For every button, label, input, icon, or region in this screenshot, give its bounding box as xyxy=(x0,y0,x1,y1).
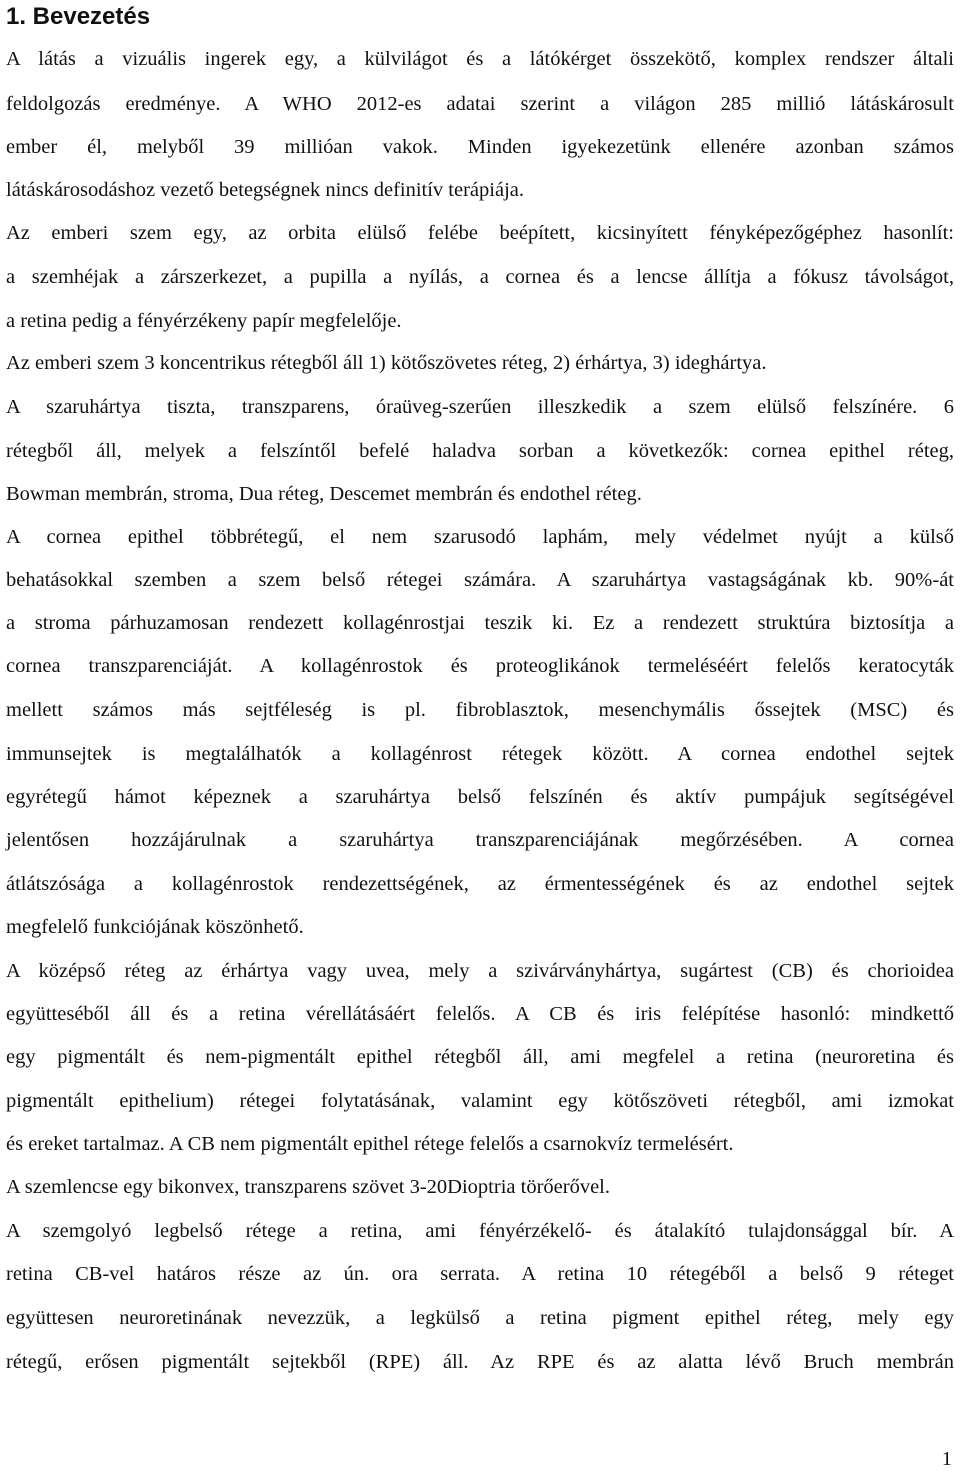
text-line: A középső réteg az érhártya vagy uvea, mely a szivárványhártya, sugártest (CB) és chorioidea xyxy=(6,960,954,982)
text-line: és ereket tartalmaz. A CB nem pigmentált epithel rétege felelős a csarnokvíz termelésért. xyxy=(6,1133,734,1155)
text-line: cornea transzparenciáját. A kollagénrostok és proteoglikánok termeléséért felelős keratocyták xyxy=(6,655,954,677)
text-line: egyrétegű hámot képeznek a szaruhártya belső felszínén és aktív pumpájuk segítségével xyxy=(6,786,954,808)
text-line: ember él, melyből 39 millióan vakok. Minden igyekezetünk ellenére azonban számos xyxy=(6,136,954,158)
text-line: látáskárosodáshoz vezető betegségnek nincs definitív terápiája. xyxy=(6,179,524,201)
text-line: átlátszósága a kollagénrostok rendezettségének, az érmentességének és az endothel sejtek xyxy=(6,873,954,895)
text-line: retina CB-vel határos része az ún. ora serrata. A retina 10 rétegéből a belső 9 réteget xyxy=(6,1263,954,1285)
text-line: A cornea epithel többrétegű, el nem szarusodó laphám, mely védelmet nyújt a külső xyxy=(6,526,954,548)
text-line: Bowman membrán, stroma, Dua réteg, Descemet membrán és endothel réteg. xyxy=(6,483,642,505)
text-line: feldolgozás eredménye. A WHO 2012-es adatai szerint a világon 285 millió látáskárosult xyxy=(6,93,954,115)
text-line: együtteséből áll és a retina vérellátásáért felelős. A CB és iris felépítése hasonló: mindkettő xyxy=(6,1003,954,1025)
text-line: behatásokkal szemben a szem belső rétegei számára. A szaruhártya vastagságának kb. 90%-át xyxy=(6,569,954,591)
text-line: A szaruhártya tiszta, transzparens, óraüveg-szerűen illeszkedik a szem elülső felszínére. 6 xyxy=(6,396,954,418)
text-line: a retina pedig a fényérzékeny papír megfelelője. xyxy=(6,310,402,332)
text-line: egy pigmentált és nem-pigmentált epithel rétegből áll, ami megfelel a retina (neuroretina és xyxy=(6,1046,954,1068)
text-line: a szemhéjak a zárszerkezet, a pupilla a nyílás, a cornea és a lencse állítja a fókusz távolságot, xyxy=(6,266,954,288)
text-line: jelentősen hozzájárulnak a szaruhártya transzparenciájának megőrzésében. A cornea xyxy=(6,829,954,851)
section-heading: 1. Bevezetés xyxy=(6,3,151,30)
text-line: immunsejtek is megtalálhatók a kollagénrost rétegek között. A cornea endothel sejtek xyxy=(6,743,954,765)
text-line: rétegből áll, melyek a felszíntől befelé haladva sorban a következők: cornea epithel réteg, xyxy=(6,440,954,462)
text-line: A szemlencse egy bikonvex, transzparens szövet 3-20Dioptria törőerővel. xyxy=(6,1176,610,1198)
text-line: A látás a vizuális ingerek egy, a külvilágot és a látókérget összekötő, komplex rendszer általi xyxy=(6,48,954,70)
text-line: megfelelő funkciójának köszönhető. xyxy=(6,916,304,938)
text-line: a stroma párhuzamosan rendezett kollagénrostjai teszik ki. Ez a rendezett struktúra biztosítja a xyxy=(6,612,954,634)
page-number: 1 xyxy=(941,1448,952,1470)
text-line: Az emberi szem egy, az orbita elülső felébe beépített, kicsinyített fényképezőgéphez hasonlít: xyxy=(6,222,954,244)
text-line: A szemgolyó legbelső rétege a retina, ami fényérzékelő- és átalakító tulajdonsággal bír. A xyxy=(6,1220,954,1242)
text-line: együttesen neuroretinának nevezzük, a legkülső a retina pigment epithel réteg, mely egy xyxy=(6,1307,954,1329)
text-line: pigmentált epithelium) rétegei folytatásának, valamint egy kötőszöveti rétegből, ami izmokat xyxy=(6,1090,954,1112)
text-line: mellett számos más sejtféleség is pl. fibroblasztok, mesenchymális őssejtek (MSC) és xyxy=(6,699,954,721)
text-line: rétegű, erősen pigmentált sejtekből (RPE) áll. Az RPE és az alatta lévő Bruch membrán xyxy=(6,1351,954,1373)
text-line: Az emberi szem 3 koncentrikus rétegből áll 1) kötőszövetes réteg, 2) érhártya, 3) ideghártya. xyxy=(6,352,767,374)
